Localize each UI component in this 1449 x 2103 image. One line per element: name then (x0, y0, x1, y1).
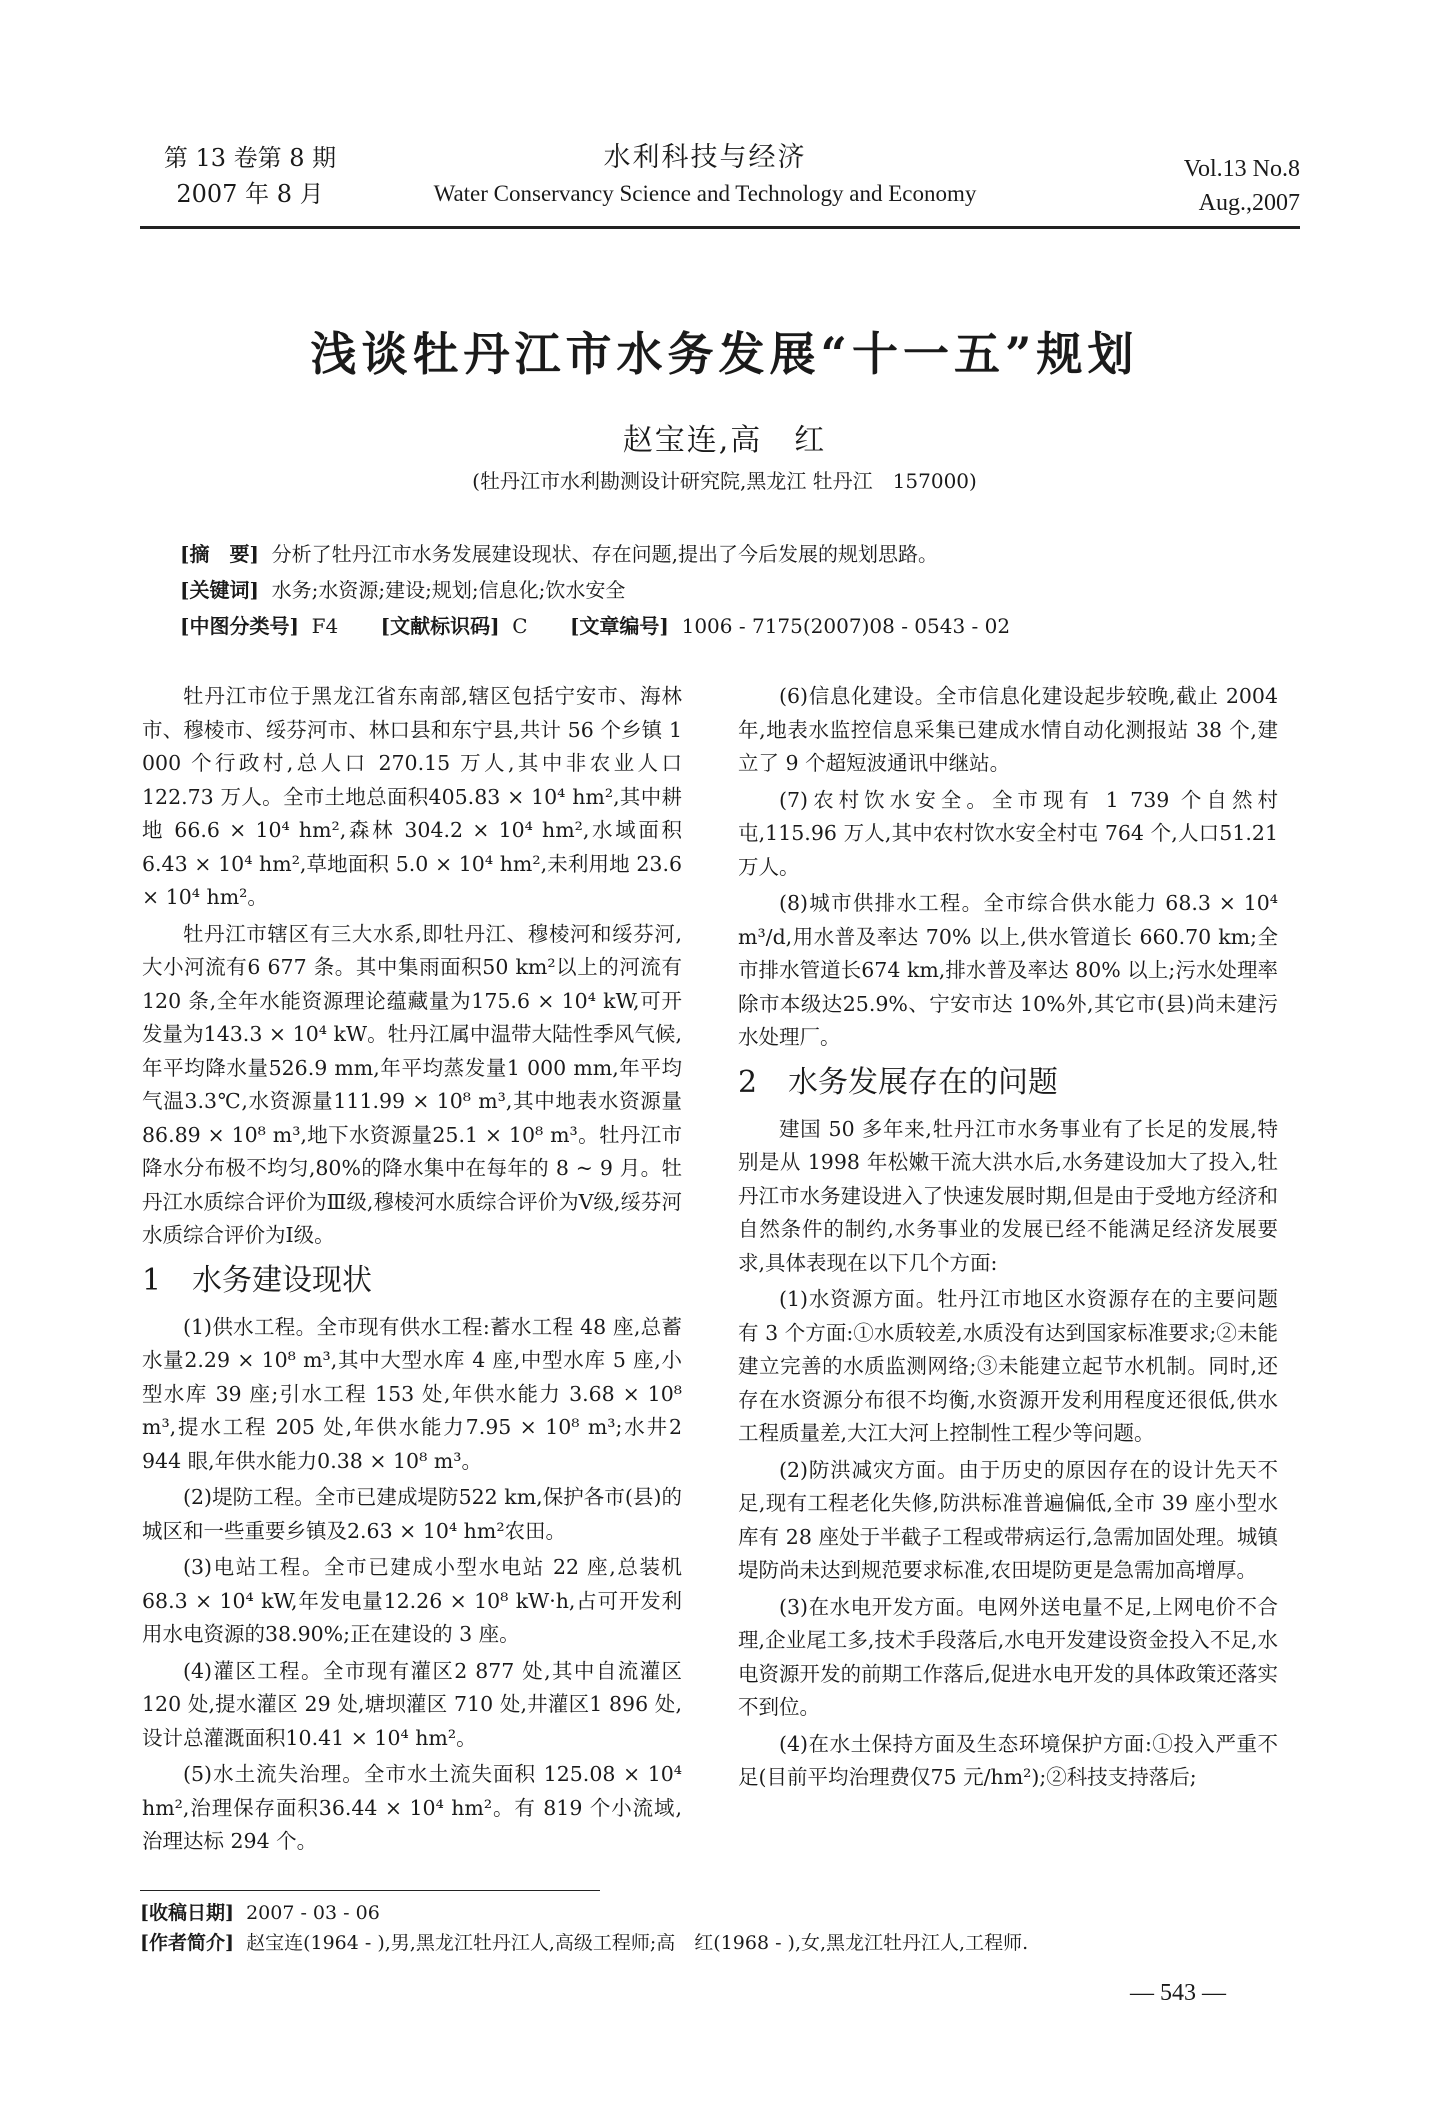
footnote-author (140, 1928, 1028, 1958)
journal-name-cn: 水利科技与经济 (603, 142, 807, 173)
received-date: 2007 - 03 - 06 (246, 1902, 380, 1924)
section-heading-2 (738, 1063, 1278, 1103)
section-number: 2 (738, 1064, 758, 1100)
header-rule (140, 226, 1300, 229)
article-title: 浅谈牡丹江市水务发展“十一五”规划 (310, 327, 1139, 381)
journal-name-en: Water Conservancy Science and Technology and Economy (433, 181, 977, 206)
received-label: [收稿日期] (140, 1902, 234, 1924)
paragraph: (7)农村饮水安全。全市现有 1 739 个自然村屯,115.96 万人,其中农村饮水安全村屯 764 个,人口51.21 万人。 (738, 787, 1278, 879)
abstract (180, 538, 1300, 570)
paragraph: (2)堤防工程。全市已建成堤防522 km,保护各市(县)的城区和一些重要乡镇及2.63 × 10⁴ hm²农田。 (142, 1485, 682, 1543)
journal-header (155, 140, 1300, 222)
paragraph: (1)供水工程。全市现有供水工程:蓄水工程 48 座,总蓄水量2.29 × 10⁸ m³,其中大型水库 4 座,中型水库 5 座,小型水库 39 座;引水工程 153 处,年供水能力 3.68 × 10⁸ m³,提水工程 205 处,年供水能力7.95 × 10⁸ m³;水井2 944 眼,年供水能力0.38 × 10⁸ m³。 (142, 1314, 682, 1473)
section-number: 1 (142, 1262, 162, 1298)
body-column-left (142, 680, 682, 1862)
doc-code-label: [文献标识码] (380, 614, 500, 638)
classification-line (180, 610, 1300, 642)
clc-label: [中图分类号] (180, 614, 299, 638)
paragraph: 牡丹江市辖区有三大水系,即牡丹江、穆棱河和绥芬河,大小河流有6 677 条。其中集雨面积50 km²以上的河流有 120 条,全年水能资源理论蕴藏量为175.6 × 10⁴ kW,可开发量为143.3 × 10⁴ kW。牡丹江属中温带大陆性季风气候,年平均降水量526.9 mm,年平均蒸发量1 000 mm,年平均气温3.3℃,水资源量111.99 × 10⁸ m³,其中地表水资源量86.89 × 10⁸ m³,地下水资源量25.1 × 10⁸ m³。牡丹江市降水分布极不均匀,80%的降水集中在每年的 8 ~ 9 月。牡丹江水质综合评价为Ⅲ级,穆棱河水质综合评价为Ⅴ级,绥芬河水质综合评价为Ⅰ级。 (142, 921, 682, 1247)
paragraph: 牡丹江市位于黑龙江省东南部,辖区包括宁安市、海林市、穆棱市、绥芬河市、林口县和东宁县,共计 56 个乡镇 1 000 个行政村,总人口 270.15 万人,其中非农业人口 122.73 万人。全市土地总面积405.83 × 10⁴ hm²,其中耕地 66.6 × 10⁴ hm²,森林 304.2 × 10⁴ hm²,水域面积 6.43 × 10⁴ hm²,草地面积 5.0 × 10⁴ hm²,未利用地 23.6 × 10⁴ hm²。 (142, 684, 682, 909)
article-authors: 赵宝连,高 红 (622, 423, 827, 458)
author-bio-label: [作者简介] (140, 1932, 234, 1954)
paragraph: (3)在水电开发方面。电网外送电量不足,上网电价不合理,企业尾工多,技术手段落后,水电开发建设资金投入不足,水电资源开发的前期工作落后,促进水电开发的具体政策还落实不到位。 (738, 1594, 1278, 1719)
paragraph: (8)城市供排水工程。全市综合供水能力 68.3 × 10⁴ m³/d,用水普及率达 70% 以上,供水管道长 660.70 km;全市排水管道长674 km,排水普及率达 80% 以上;污水处理率除市本级达25.9%、宁安市达 10%外,其它市(县)尚未建污水处理厂。 (738, 891, 1278, 1049)
header-date-cn: 2007 年 8 月 (176, 180, 324, 208)
paragraph: 建国 50 多年来,牡丹江市水务事业有了长足的发展,特别是从 1998 年松嫩干流大洪水后,水务建设加大了投入,牡丹江市水务建设进入了快速发展时期,但是由于受地方经济和自然条件的制约,水务事业的发展已经不能满足经济发展要求,具体表现在以下几个方面: (738, 1116, 1278, 1275)
paragraph: (5)水土流失治理。全市水土流失面积 125.08 × 10⁴ hm²,治理保存面积36.44 × 10⁴ hm²。有 819 个小流域,治理达标 294 个。 (142, 1762, 682, 1853)
section-title: 水务发展存在的问题 (788, 1064, 1058, 1100)
paragraph: (4)在水土保持方面及生态环境保护方面:①投入严重不足(目前平均治理费仅75 元/hm²);②科技支持落后; (738, 1731, 1278, 1789)
paragraph: (3)电站工程。全市已建成小型水电站 22 座,总装机 68.3 × 10⁴ kW,年发电量12.26 × 10⁸ kW·h,占可开发利用水电资源的38.90%;正在建设的 3 座。 (142, 1555, 682, 1646)
paragraph: (1)水资源方面。牡丹江市地区水资源存在的主要问题有 3 个方面:①水质较差,水质没有达到国家标准要求;②未能建立完善的水质监测网络;③未能建立起节水机制。同时,还存在水资源分布很不均衡,水资源开发利用程度还很低,供水工程质量差,大江大河上控制性工程少等问题。 (738, 1287, 1278, 1445)
article-number-label: [文章编号] (569, 614, 669, 638)
doc-code-value: C (512, 614, 528, 638)
header-volume-en: Vol.13 No.8 (1183, 156, 1300, 182)
author-bio-text: 赵宝连(1964 - ),男,黑龙江牡丹江人,高级工程师;高 红(1968 - ),女,黑龙江牡丹江人,工程师. (246, 1932, 1029, 1954)
keywords-text: 水务;水资源;建设;规划;信息化;饮水安全 (271, 578, 626, 602)
body-column-right (738, 680, 1278, 1798)
page-number: — 543 — (1130, 1980, 1226, 2006)
header-issue-en (1100, 152, 1300, 220)
paragraph: (2)防洪减灾方面。由于历史的原因存在的设计先天不足,现有工程老化失修,防洪标准普遍偏低,全市 39 座小型水库有 28 座处于半截子工程或带病运行,急需加固处理。城镇堤防尚未达到规范要求标准,农田堤防更是急需加高增厚。 (738, 1457, 1278, 1582)
abstract-text: 分析了牡丹江市水务发展建设现状、存在问题,提出了今后发展的规划思路。 (271, 542, 939, 566)
paragraph: (4)灌区工程。全市现有灌区2 877 处,其中自流灌区 120 处,提水灌区 29 处,塘坝灌区 710 处,井灌区1 896 处,设计总灌溉面积10.41 × 10⁴ hm²。 (142, 1658, 682, 1750)
paragraph: (6)信息化建设。全市信息化建设起步较晚,截止 2004 年,地表水监控信息采集已建成水情自动化测报站 38 个,建立了 9 个超短波通讯中继站。 (738, 684, 1278, 775)
footnote-rule (140, 1890, 600, 1891)
header-journal-name (425, 140, 985, 212)
section-heading-1 (142, 1261, 682, 1301)
abstract-label: [摘 要] (180, 542, 259, 566)
article-number-value: 1006 - 7175(2007)08 - 0543 - 02 (681, 614, 1011, 638)
header-issue-cn (155, 140, 345, 212)
header-date-en: Aug.,2007 (1198, 190, 1300, 216)
footnote-received (140, 1898, 380, 1928)
keywords-label: [关键词] (180, 578, 259, 602)
header-volume-cn: 第 13 卷第 8 期 (163, 144, 337, 172)
keywords (180, 574, 1300, 606)
clc-value: F4 (311, 614, 339, 638)
article-affiliation: (牡丹江市水利勘测设计研究院,黑龙江 牡丹江 157000) (472, 469, 977, 493)
section-title: 水务建设现状 (192, 1262, 372, 1298)
